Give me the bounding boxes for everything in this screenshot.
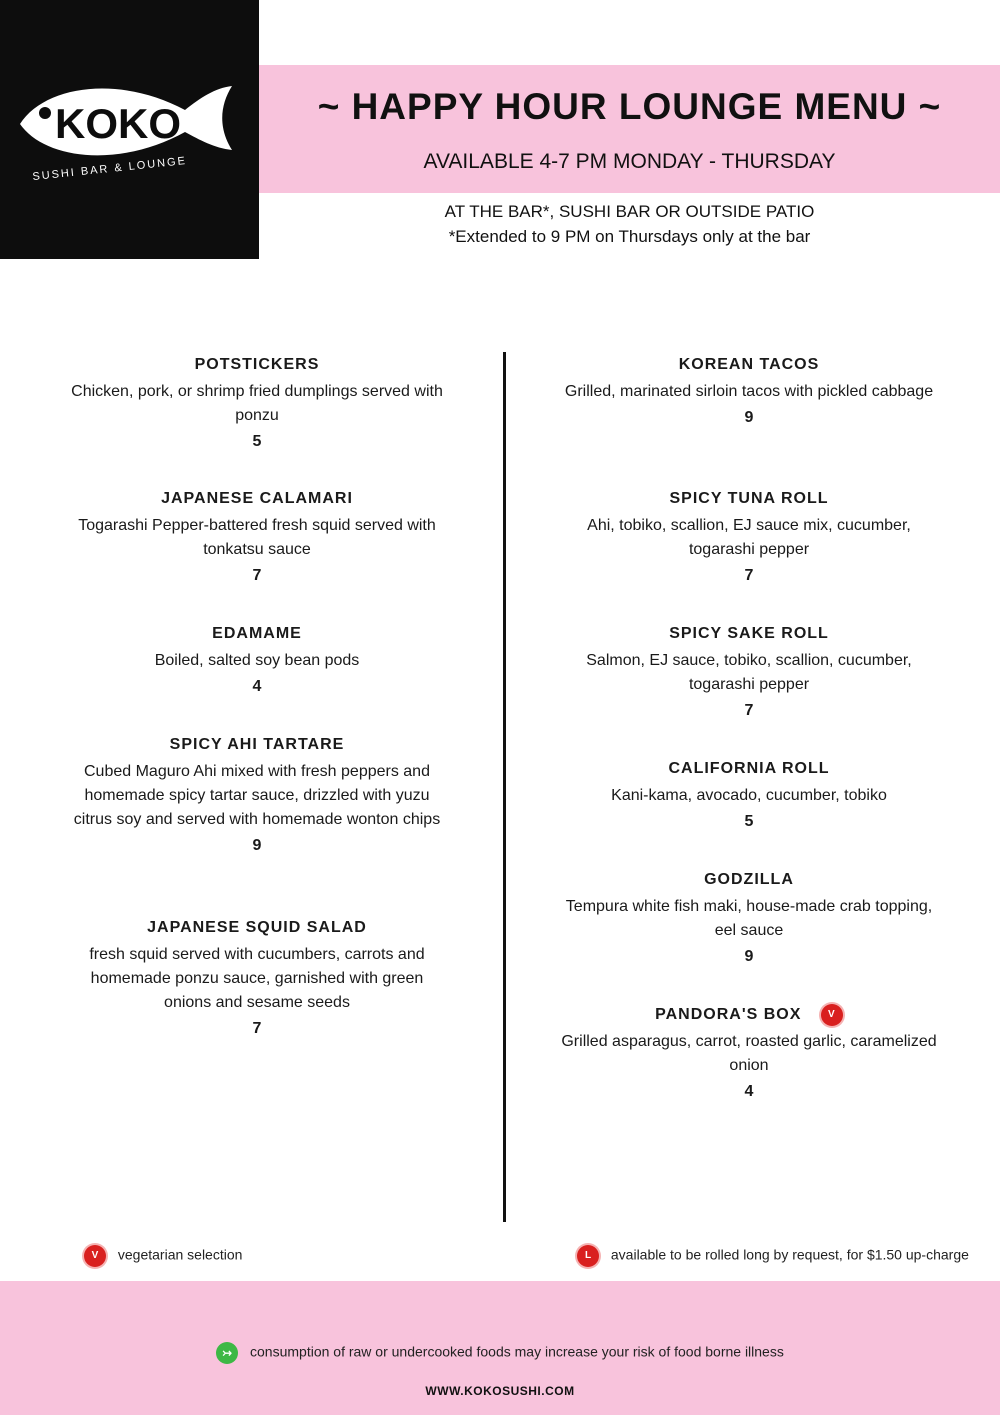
item-price: 9 (744, 948, 754, 965)
menu-item (67, 917, 447, 1041)
menu-item (559, 488, 939, 623)
menu-item (67, 354, 447, 488)
legend-long-roll-label: available to be rolled long by request, for $1.50 up-charge (610, 1246, 969, 1263)
item-price: 7 (744, 567, 754, 584)
item-name: SPICY SAKE ROLL (669, 625, 829, 642)
vegetarian-badge-icon: V (821, 1004, 843, 1026)
item-price: 9 (252, 837, 262, 854)
item-description: Tempura white fish maki, house-made crab topping, eel sauce (565, 898, 933, 939)
item-price: 4 (744, 1083, 754, 1100)
item-price: 4 (252, 678, 262, 695)
item-description: Chicken, pork, or shrimp fried dumplings served with ponzu (71, 383, 443, 424)
item-price: 7 (252, 567, 262, 584)
warning-text: consumption of raw or undercooked foods may increase your risk of food borne illness (250, 1343, 784, 1360)
item-price: 5 (252, 433, 262, 450)
fish-logo-icon (0, 0, 259, 259)
item-description: Boiled, salted soy bean pods (154, 652, 360, 669)
menu-column-right (559, 354, 939, 1104)
item-price: 9 (744, 409, 754, 426)
logo (0, 0, 259, 259)
legend-vegetarian (84, 1245, 242, 1267)
menu-item (67, 734, 447, 917)
item-description: Salmon, EJ sauce, tobiko, scallion, cucumber, togarashi pepper (586, 652, 912, 693)
item-description: Grilled asparagus, carrot, roasted garlic, caramelized onion (561, 1033, 937, 1074)
menu-item (559, 1004, 939, 1104)
item-description: fresh squid served with cucumbers, carrots and homemade ponzu sauce, garnished with green onions and sesame seeds (89, 946, 425, 1011)
logo-tagline: SUSHI BAR & LOUNGE (31, 154, 188, 184)
item-name: SPICY TUNA ROLL (669, 490, 829, 507)
item-name: POTSTICKERS (194, 356, 320, 373)
item-name: PANDORA'S BOX (655, 1006, 802, 1024)
menu-column-left (67, 354, 447, 1041)
legend-long-roll (577, 1245, 969, 1267)
logo-wordmark: KOKO (55, 100, 181, 147)
menu-item (559, 354, 939, 488)
item-price: 7 (252, 1020, 262, 1037)
menu-item (67, 623, 447, 734)
location-text: AT THE BAR*, SUSHI BAR OR OUTSIDE PATIO (444, 202, 815, 221)
item-name: EDAMAME (212, 625, 302, 642)
menu-item (559, 869, 939, 1004)
item-name: CALIFORNIA ROLL (668, 760, 830, 777)
vegetarian-badge-icon: V (84, 1245, 106, 1267)
page-title: ~ HAPPY HOUR LOUNGE MENU ~ (317, 86, 942, 127)
long-roll-badge-icon: L (577, 1245, 599, 1267)
menu-item (559, 623, 939, 758)
item-description: Kani-kama, avocado, cucumber, tobiko (611, 787, 887, 804)
website-link[interactable]: WWW.KOKOSUSHI.COM (425, 1384, 575, 1398)
menu-item (67, 488, 447, 623)
location-info (259, 199, 1000, 249)
item-price: 5 (744, 813, 754, 830)
item-name: JAPANESE SQUID SALAD (147, 919, 367, 936)
item-name: SPICY AHI TARTARE (169, 736, 345, 753)
legend-vegetarian-label: vegetarian selection (117, 1246, 243, 1263)
item-name: GODZILLA (704, 871, 794, 888)
item-name: JAPANESE CALAMARI (161, 490, 353, 507)
raw-food-warning-icon: ↣ (216, 1342, 238, 1364)
item-description: Togarashi Pepper-battered fresh squid served with tonkatsu sauce (78, 517, 436, 558)
menu-item (559, 758, 939, 869)
item-price: 7 (744, 702, 754, 719)
item-name-with-badge (559, 1004, 939, 1026)
raw-food-warning (0, 1342, 1000, 1364)
item-description: Cubed Maguro Ahi mixed with fresh peppers and homemade spicy tartar sauce, drizzled with yuzu citrus soy and served with homemade wonton chips (73, 763, 441, 828)
column-divider (503, 352, 506, 1222)
availability-text: AVAILABLE 4-7 PM MONDAY - THURSDAY (423, 150, 836, 173)
item-description: Grilled, marinated sirloin tacos with pickled cabbage (564, 383, 934, 400)
extended-note: *Extended to 9 PM on Thursdays only at the bar (448, 227, 811, 246)
item-description: Ahi, tobiko, scallion, EJ sauce mix, cucumber, togarashi pepper (587, 517, 911, 558)
item-name: KOREAN TACOS (678, 356, 820, 373)
